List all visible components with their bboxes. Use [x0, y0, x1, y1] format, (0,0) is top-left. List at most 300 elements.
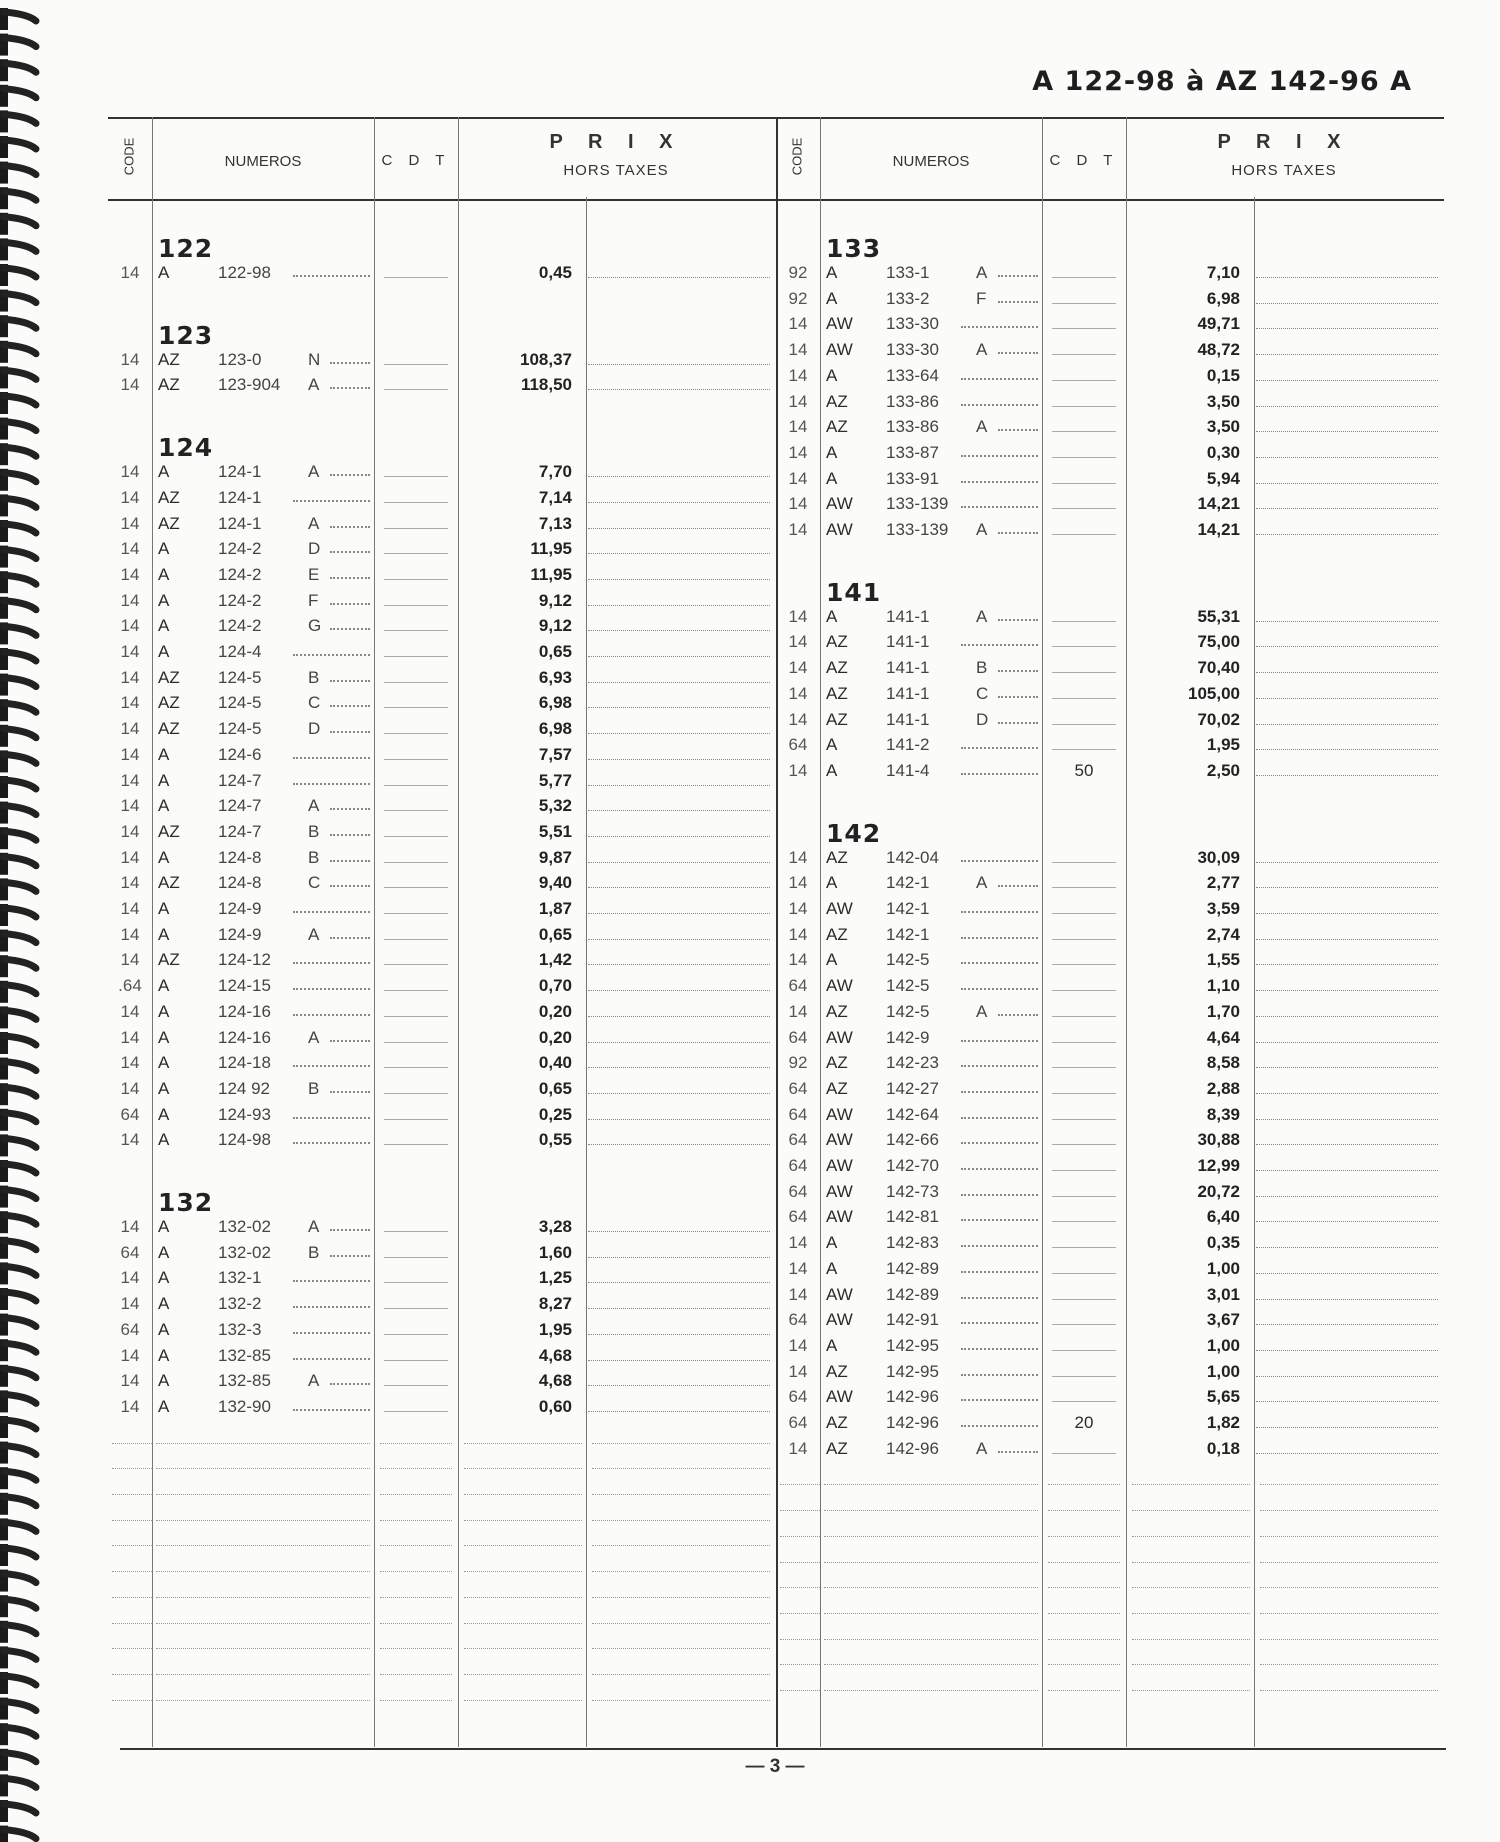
price-row — [776, 287, 1444, 311]
leader-dots — [961, 1040, 1038, 1042]
cdt-blank-line — [1052, 1119, 1116, 1120]
notes-blank-line — [588, 939, 770, 940]
row-number: 133-30 — [886, 314, 939, 334]
row-prefix: A — [158, 263, 170, 282]
leader-dots — [998, 429, 1038, 431]
row-price: 0,60 — [538, 1396, 572, 1416]
row-price: 1,10 — [1206, 976, 1240, 996]
row-prefix: A — [158, 1242, 170, 1262]
row-suffix: N — [308, 349, 321, 369]
row-number: 132-3 — [218, 1319, 262, 1339]
row-code: 64 — [788, 735, 808, 755]
row-price: 14,21 — [1197, 520, 1240, 539]
row-code: 64 — [120, 1319, 140, 1339]
row-prefix: A — [826, 442, 838, 462]
leader-dots — [961, 1168, 1038, 1170]
price-row — [776, 441, 1444, 465]
row-price: 9,40 — [538, 873, 572, 893]
row-code: 14 — [120, 462, 140, 482]
row-code: 14 — [120, 1371, 140, 1391]
empty-ruled-line — [592, 1623, 770, 1624]
cdt-blank-line — [384, 1385, 448, 1386]
row-number: 142-96 — [886, 1413, 939, 1432]
header-cdt: C D T — [381, 152, 451, 169]
row-price: 1,70 — [1206, 1001, 1240, 1021]
leader-dots — [293, 1065, 370, 1067]
leader-dots — [998, 301, 1038, 303]
row-number: 142-27 — [886, 1078, 939, 1098]
row-prefix: A — [158, 1053, 170, 1073]
row-code: 14 — [120, 1078, 140, 1098]
price-row — [776, 1231, 1444, 1255]
price-row — [108, 563, 776, 587]
row-prefix: A — [158, 1078, 170, 1098]
empty-ruled-line — [592, 1494, 770, 1495]
row-price: 6,98 — [538, 719, 572, 739]
leader-dots — [961, 1271, 1038, 1273]
row-prefix: A — [158, 1217, 170, 1236]
leader-dots — [330, 705, 370, 707]
empty-ruled-line — [1048, 1510, 1120, 1511]
leader-dots — [998, 1014, 1038, 1016]
row-code: 14 — [788, 606, 808, 626]
row-code: 92 — [788, 288, 808, 308]
notes-blank-line — [588, 1119, 770, 1120]
price-row — [776, 1257, 1444, 1281]
header-prix: P R I X — [549, 131, 683, 153]
row-number: 124-98 — [218, 1130, 271, 1150]
row-code: 14 — [120, 873, 140, 893]
empty-ruled-line — [112, 1674, 152, 1675]
row-price: 3,50 — [1206, 391, 1240, 411]
page-title: A 122-98 à AZ 142-96 A — [1032, 66, 1412, 97]
price-row — [108, 373, 776, 397]
leader-dots — [293, 1306, 370, 1308]
notes-blank-line — [588, 913, 770, 914]
price-row — [108, 948, 776, 972]
row-code: 64 — [788, 1027, 808, 1047]
notes-blank-line — [1256, 328, 1438, 329]
empty-ruled-line — [112, 1520, 152, 1521]
cdt-blank-line — [1052, 939, 1116, 940]
header-prix: P R I X — [1217, 131, 1351, 153]
row-price: 4,68 — [538, 1345, 572, 1365]
row-price: 1,00 — [1206, 1335, 1240, 1355]
row-number: 141-1 — [886, 709, 930, 729]
cdt-blank-line — [384, 733, 448, 734]
row-price: 0,40 — [538, 1053, 572, 1073]
row-number: 133-91 — [886, 468, 939, 488]
spiral-binding — [0, 0, 46, 1842]
row-price: 8,39 — [1206, 1104, 1240, 1124]
price-row — [108, 1077, 776, 1101]
notes-blank-line — [1256, 431, 1438, 432]
notes-blank-line — [1256, 1067, 1438, 1068]
leader-dots — [330, 1255, 370, 1257]
notes-blank-line — [588, 785, 770, 786]
empty-ruled-line — [1132, 1639, 1250, 1640]
empty-ruled-line — [380, 1443, 452, 1444]
leader-dots — [330, 526, 370, 528]
row-code: 14 — [120, 539, 140, 559]
row-number: 142-96 — [886, 1387, 939, 1407]
leader-dots — [961, 937, 1038, 939]
empty-ruled-line — [112, 1597, 152, 1598]
cdt-blank-line — [1052, 277, 1116, 278]
empty-ruled-line — [1132, 1690, 1250, 1691]
row-number: 133-1 — [886, 263, 930, 282]
row-code: 64 — [120, 1242, 140, 1262]
row-prefix: A — [158, 1345, 170, 1365]
leader-dots — [293, 757, 370, 759]
empty-ruled-line — [1132, 1587, 1250, 1588]
leader-dots — [293, 1358, 370, 1360]
price-row — [108, 769, 776, 793]
row-price: 70,40 — [1197, 658, 1240, 678]
row-code: 14 — [120, 924, 140, 944]
leader-dots — [330, 628, 370, 630]
group-title: 122 — [158, 234, 214, 263]
row-code: 14 — [120, 263, 140, 282]
empty-ruled-line — [156, 1700, 370, 1701]
row-suffix: A — [308, 796, 320, 816]
header-numeros: NUMEROS — [892, 153, 970, 170]
price-row — [108, 460, 776, 484]
price-row — [108, 1369, 776, 1393]
cdt-blank-line — [384, 364, 448, 365]
row-number: 142-95 — [886, 1361, 939, 1381]
row-number: 132-1 — [218, 1268, 262, 1288]
empty-ruled-line — [380, 1545, 452, 1546]
empty-ruled-line — [156, 1674, 370, 1675]
notes-blank-line — [1256, 1247, 1438, 1248]
row-number: 142-04 — [886, 847, 939, 867]
empty-ruled-line — [380, 1648, 452, 1649]
row-prefix: AZ — [158, 693, 180, 713]
row-suffix: A — [976, 1001, 988, 1021]
empty-ruled-line — [112, 1545, 152, 1546]
row-code: 64 — [788, 1181, 808, 1201]
row-number: 141-1 — [886, 606, 930, 626]
notes-blank-line — [1256, 646, 1438, 647]
row-number: 141-1 — [886, 632, 930, 652]
row-code: 92 — [788, 1053, 808, 1073]
empty-ruled-line — [780, 1510, 820, 1511]
row-price: 3,50 — [1206, 417, 1240, 437]
row-prefix: A — [158, 1268, 170, 1288]
empty-ruled-line — [464, 1623, 582, 1624]
row-code: 64 — [788, 1130, 808, 1150]
empty-ruled-line — [380, 1520, 452, 1521]
notes-blank-line — [1256, 380, 1438, 381]
row-price: 8,27 — [538, 1294, 572, 1314]
cdt-blank-line — [1052, 406, 1116, 407]
row-number: 124-2 — [218, 616, 262, 636]
price-row — [776, 948, 1444, 972]
cdt-blank-line — [1052, 1170, 1116, 1171]
row-code: 14 — [120, 590, 140, 610]
notes-blank-line — [588, 1360, 770, 1361]
leader-dots — [961, 988, 1038, 990]
cdt-blank-line — [1052, 1144, 1116, 1145]
notes-blank-line — [588, 1067, 770, 1068]
row-number: 124-5 — [218, 667, 262, 687]
row-suffix: A — [976, 873, 988, 893]
cdt-blank-line — [384, 1308, 448, 1309]
row-prefix: A — [158, 924, 170, 944]
row-price: 0,35 — [1206, 1233, 1240, 1253]
row-prefix: A — [158, 899, 170, 918]
notes-blank-line — [588, 476, 770, 477]
row-price: 1,95 — [1206, 735, 1240, 755]
price-row — [776, 897, 1444, 921]
price-row — [108, 691, 776, 715]
leader-dots — [998, 1451, 1038, 1453]
row-number: 124-15 — [218, 976, 271, 996]
row-prefix: AZ — [158, 821, 180, 841]
empty-ruled-line — [1048, 1536, 1120, 1537]
empty-ruled-line — [156, 1648, 370, 1649]
row-number: 133-87 — [886, 442, 939, 462]
leader-dots — [961, 326, 1038, 328]
notes-blank-line — [588, 759, 770, 760]
empty-ruled-line — [824, 1639, 1038, 1640]
row-code: 14 — [788, 873, 808, 893]
cdt-blank-line — [384, 579, 448, 580]
empty-ruled-line — [464, 1571, 582, 1572]
row-price: 9,12 — [538, 616, 572, 636]
leader-dots — [961, 1245, 1038, 1247]
row-code: 14 — [788, 1361, 808, 1381]
leader-dots — [330, 885, 370, 887]
row-price: 1,42 — [538, 950, 572, 970]
row-price: 6,93 — [538, 667, 572, 687]
price-row — [108, 261, 776, 285]
row-price: 7,10 — [1206, 263, 1240, 282]
row-price: 5,65 — [1206, 1387, 1240, 1407]
price-row — [776, 1154, 1444, 1178]
row-code: 14 — [788, 442, 808, 462]
cdt-blank-line — [1052, 1196, 1116, 1197]
empty-ruled-line — [592, 1571, 770, 1572]
cdt-blank-line — [1052, 1453, 1116, 1454]
row-suffix: F — [308, 590, 319, 610]
row-prefix: AW — [826, 1156, 853, 1175]
cdt-blank-line — [384, 656, 448, 657]
row-price: 1,55 — [1206, 950, 1240, 970]
row-code: 14 — [788, 340, 808, 360]
row-prefix: AZ — [826, 1438, 848, 1458]
row-price: 0,20 — [538, 1001, 572, 1021]
row-code: 14 — [120, 1345, 140, 1365]
notes-blank-line — [588, 579, 770, 580]
empty-ruled-line — [156, 1597, 370, 1598]
leader-dots — [961, 747, 1038, 749]
row-number: 142-73 — [886, 1181, 939, 1201]
empty-ruled-line — [1260, 1484, 1438, 1485]
row-code: 14 — [120, 513, 140, 533]
leader-dots — [961, 378, 1038, 380]
price-row — [776, 923, 1444, 947]
row-number: 142-89 — [886, 1258, 939, 1278]
row-number: 132-85 — [218, 1345, 271, 1365]
empty-ruled-line — [592, 1648, 770, 1649]
leader-dots — [961, 860, 1038, 862]
row-prefix: A — [826, 1335, 838, 1355]
row-price: 1,95 — [538, 1319, 572, 1339]
cdt-blank-line — [1052, 457, 1116, 458]
row-prefix: A — [826, 468, 838, 488]
leader-dots — [293, 783, 370, 785]
row-price: 1,00 — [1206, 1361, 1240, 1381]
row-price: 0,65 — [538, 642, 572, 661]
row-number: 124-12 — [218, 950, 271, 970]
row-number: 124-16 — [218, 1001, 271, 1021]
notes-blank-line — [1256, 1299, 1438, 1300]
row-number: 142-70 — [886, 1156, 939, 1175]
leader-dots — [961, 1348, 1038, 1350]
price-row — [108, 348, 776, 372]
cdt-blank-line — [1052, 964, 1116, 965]
row-number: 124-9 — [218, 924, 262, 944]
row-suffix: A — [308, 1371, 320, 1391]
row-number: 142-64 — [886, 1104, 939, 1124]
row-code: 14 — [120, 770, 140, 790]
notes-blank-line — [588, 862, 770, 863]
row-price: 1,82 — [1206, 1413, 1240, 1432]
empty-ruled-line — [1132, 1613, 1250, 1614]
row-price: 14,21 — [1197, 494, 1240, 514]
notes-blank-line — [588, 528, 770, 529]
row-number: 124-2 — [218, 564, 262, 584]
row-prefix: AZ — [826, 417, 848, 437]
cdt-blank-line — [1052, 483, 1116, 484]
row-price: 20,72 — [1197, 1181, 1240, 1201]
cdt-blank-line — [1052, 887, 1116, 888]
notes-blank-line — [588, 502, 770, 503]
empty-ruled-line — [464, 1468, 582, 1469]
leader-dots — [330, 362, 370, 364]
row-code: 14 — [120, 1217, 140, 1236]
row-prefix: AZ — [826, 632, 848, 652]
column-header — [108, 117, 776, 201]
row-number: 142-66 — [886, 1130, 939, 1150]
group-title: 124 — [158, 433, 214, 463]
price-row — [108, 1292, 776, 1316]
row-suffix: A — [308, 375, 320, 395]
cdt-blank-line — [1052, 303, 1116, 304]
leader-dots — [293, 1142, 370, 1144]
row-number: 124-6 — [218, 744, 262, 764]
price-row — [776, 415, 1444, 439]
row-number: 141-2 — [886, 735, 930, 755]
notes-blank-line — [588, 1282, 770, 1283]
leader-dots — [961, 1425, 1038, 1427]
page-number: — 3 — — [745, 1756, 805, 1777]
column-header — [776, 117, 1444, 201]
row-prefix: A — [826, 288, 838, 308]
cdt-blank-line — [1052, 508, 1116, 509]
empty-ruled-line — [464, 1648, 582, 1649]
cdt-blank-line — [384, 277, 448, 278]
notes-blank-line — [1256, 1093, 1438, 1094]
row-number: 142-1 — [886, 899, 930, 918]
row-code: 14 — [120, 487, 140, 507]
empty-ruled-line — [112, 1700, 152, 1701]
leader-dots — [961, 773, 1038, 775]
row-prefix: AW — [826, 520, 853, 539]
leader-dots — [961, 1142, 1038, 1144]
empty-ruled-line — [1048, 1613, 1120, 1614]
empty-ruled-line — [112, 1494, 152, 1495]
empty-ruled-line — [1048, 1639, 1120, 1640]
row-price: 1,00 — [1206, 1258, 1240, 1278]
row-code: 14 — [120, 375, 140, 395]
leader-dots — [293, 275, 370, 277]
row-prefix: A — [158, 976, 170, 996]
price-row — [776, 390, 1444, 414]
row-suffix: D — [976, 709, 989, 729]
row-number: 124-5 — [218, 693, 262, 713]
row-number: 142-9 — [886, 1027, 930, 1047]
row-number: 142-5 — [886, 950, 930, 970]
row-prefix: A — [158, 1319, 170, 1339]
cdt-blank-line — [384, 502, 448, 503]
row-number: 141-4 — [886, 760, 930, 780]
leader-dots — [961, 1065, 1038, 1067]
row-code: 14 — [788, 1335, 808, 1355]
leader-dots — [961, 1322, 1038, 1324]
row-price: 1,25 — [538, 1268, 572, 1288]
leader-dots — [330, 808, 370, 810]
notes-blank-line — [588, 1231, 770, 1232]
notes-blank-line — [588, 990, 770, 991]
empty-ruled-line — [1260, 1690, 1438, 1691]
row-code: 14 — [120, 616, 140, 636]
row-code: 14 — [120, 719, 140, 739]
row-code: 14 — [788, 709, 808, 729]
row-code: 14 — [788, 1284, 808, 1304]
price-row — [776, 733, 1444, 757]
row-price: 2,50 — [1206, 760, 1240, 780]
leader-dots — [293, 911, 370, 913]
empty-ruled-line — [1132, 1510, 1250, 1511]
empty-ruled-line — [112, 1443, 152, 1444]
row-prefix: AW — [826, 1207, 853, 1227]
notes-blank-line — [1256, 1042, 1438, 1043]
price-row — [776, 1180, 1444, 1204]
leader-dots — [998, 532, 1038, 534]
row-prefix: AZ — [826, 391, 848, 411]
row-number: 124-7 — [218, 796, 262, 816]
row-price: 6,98 — [538, 693, 572, 713]
row-code: 14 — [788, 1233, 808, 1253]
price-row — [776, 1283, 1444, 1307]
price-row — [776, 708, 1444, 732]
price-row — [776, 492, 1444, 516]
row-code: 14 — [120, 1294, 140, 1314]
price-row — [776, 1000, 1444, 1024]
row-code: 14 — [120, 1027, 140, 1047]
row-prefix: AZ — [158, 349, 180, 369]
price-row — [776, 518, 1444, 542]
row-number: 124-2 — [218, 590, 262, 610]
row-cdt: 20 — [1074, 1413, 1094, 1432]
empty-ruled-line — [592, 1674, 770, 1675]
notes-blank-line — [1256, 354, 1438, 355]
empty-ruled-line — [1048, 1690, 1120, 1691]
leader-dots — [961, 1194, 1038, 1196]
